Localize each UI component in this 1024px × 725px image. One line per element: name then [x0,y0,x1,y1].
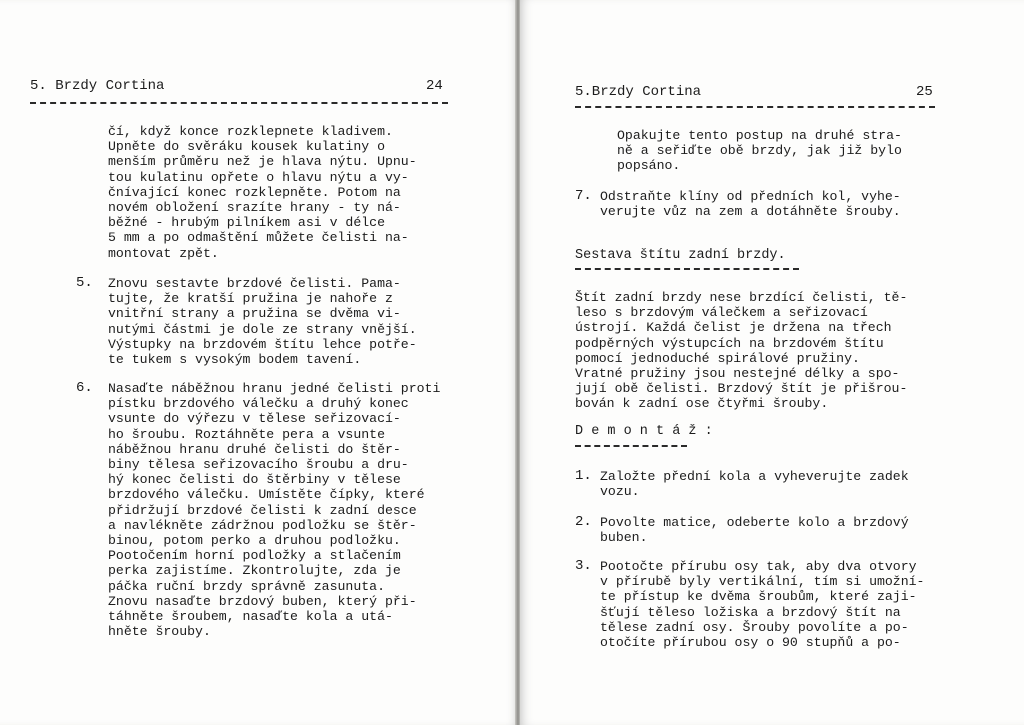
text-line: Znovu nasaďte brzdový buben, který při- [108,593,417,609]
text-line: Pootočte přírubu osy tak, aby dva otvory [600,559,917,574]
text-line: leso s brzdovým válečkem a seřizovací [575,305,868,321]
text-line: te tukem s vysokým bodem tavení. [108,352,362,368]
text-line: čí, když konce rozklepnete kladivem. [108,124,393,139]
text-line: hý konec čelisti do štěrbiny v tělese [108,472,401,488]
item-5-text [108,276,417,367]
text-line: otočíte přírubou osy o 90 stupňů a po- [600,635,901,651]
text-line: tělese zadní osy. Šrouby povolíte a po- [600,619,909,635]
text-line: pístku brzdového válečku a druhý konec [108,396,409,412]
text-line: podpěrných výstupcích na brzdovém štítu [575,335,884,351]
text-line: Založte přední kola a vyheverujte zadek [600,469,909,484]
text-line: jují obě čelisti. Brzdový štít je přišrou- [575,381,908,397]
text-line: te přístup ke dvěma šroubům, které zaji- [600,589,917,605]
text-line: 5 mm a po odmaštění můžete čelisti na- [108,230,409,246]
left-page-number: 24 [426,78,443,94]
right-header-rule [575,106,935,108]
item-number-2: 2. [575,514,592,530]
text-line: Vratné pružiny jsou nestejné délky a spo- [575,366,900,382]
left-header-rule [30,102,448,104]
item-number-6: 6. [76,380,93,396]
text-line: Odstraňte klíny od předních kol, vyhe- [600,189,901,204]
item-number-7: 7. [575,188,592,204]
left-paragraph-continuation [108,124,417,261]
right-paragraph-continuation [617,128,902,174]
text-line: v přírubě byly vertikální, tím si umožní- [600,574,925,590]
text-line: vozu. [600,484,640,500]
demontaz-heading: D e m o n t á ž : [575,424,713,439]
text-line: páčka ruční brzdy správně zasunuta. [108,578,385,594]
text-line: Nasaďte náběžnou hranu jedné čelisti proti [108,381,441,396]
item-3-text [600,559,924,650]
text-line: buben. [600,530,648,546]
text-line: popsáno. [617,158,681,174]
text-line: Štít zadní brzdy nese brzdící čelisti, tě- [575,290,908,305]
section-heading-rule [575,268,799,270]
text-line: běžné - hrubým pilníkem asi v délce [108,215,385,231]
left-header-title: 5. Brzdy Cortina [30,78,165,94]
section-paragraph [575,290,907,412]
text-line: brzdového válečku. Umístěte čípky, které [108,487,425,503]
text-line: vnitřní strany a pružina se dvěma vi- [108,306,401,322]
text-line: Povolte matice, odeberte kolo a brzdový [600,515,909,530]
text-line: hněte šrouby. [108,624,211,640]
text-line: novém obložení srazíte hrany - ty ná- [108,200,401,216]
text-line: ho šroubu. Roztáhněte pera a vsunte [108,426,385,442]
item-1-text [600,469,909,499]
text-line: a navlékněte zádržnou podložku se štěr- [108,517,417,533]
text-line: menším průměru než je hlava nýtu. Upnu- [108,154,417,170]
text-line: náběžnou hranu druhé čelisti do štěr- [108,441,401,457]
text-line: ústrojí. Každá čelist je držena na třech [575,320,892,336]
section-heading: Sestava štítu zadní brzdy. [575,248,786,263]
text-line: Upněte do svěráku kousek kulatiny o [108,139,385,155]
text-line: šťují těleso ložiska a brzdový štít na [600,604,901,620]
text-line: montovat zpět. [108,245,219,261]
text-line: Výstupky na brzdovém štítu lehce potře- [108,336,417,352]
text-line: nutými částmi je dole ze strany vnější. [108,321,417,337]
demontaz-heading-rule [575,445,687,447]
text-line: binou, potom perko a druhou podložku. [108,533,401,549]
text-line: čnívající konec rozklepněte. Potom na [108,184,401,200]
text-line: perka zajistíme. Zkontrolujte, zda je [108,563,401,579]
text-line: bován k zadní ose čtyřmi šrouby. [575,396,829,412]
text-line: verujte vůz na zem a dotáhněte šrouby. [600,204,901,220]
item-6-text [108,381,440,639]
item-number-3: 3. [575,558,592,574]
text-line: tou kulatinu opřete o hlavu nýtu a vy- [108,169,409,185]
text-line: Znovu sestavte brzdové čelisti. Pama- [108,276,401,291]
right-header-title: 5.Brzdy Cortina [575,84,702,100]
text-line: Opakujte tento postup na druhé stra- [617,128,902,143]
item-2-text [600,515,909,545]
text-line: táhněte šroubem, nasaďte kola a utá- [108,609,393,625]
right-page-number: 25 [916,84,933,100]
item-number-5: 5. [76,275,93,291]
text-line: vsunte do výřezu v tělese seřizovací- [108,411,401,427]
item-7-text [600,189,901,219]
text-line: přidržují brzdové čelisti k zadní desce [108,502,417,518]
text-line: biny tělesa seřizovacího šroubu a dru- [108,457,409,473]
text-line: ně a seřiďte obě brzdy, jak již bylo [617,143,902,159]
text-line: Pootočením horní podložky a stlačením [108,548,401,564]
text-line: pomocí jednoduché spirálové pružiny. [575,350,860,366]
right-page [520,0,1024,725]
text-line: tujte, že kratší pružina je nahoře z [108,291,393,307]
item-number-1: 1. [575,468,592,484]
